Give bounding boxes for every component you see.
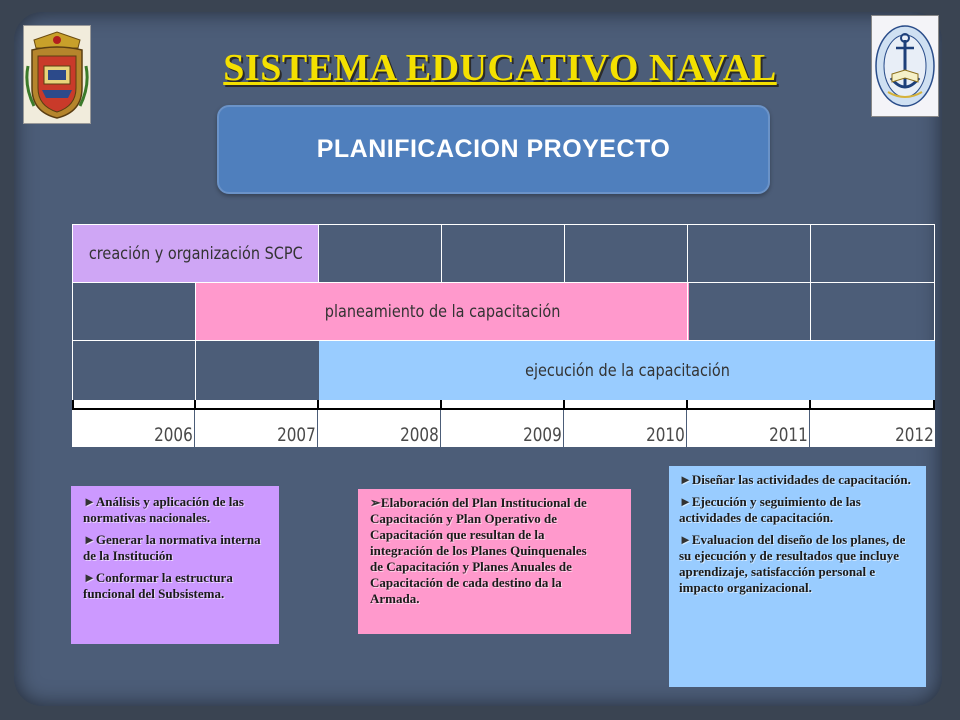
- subtitle-text: PLANIFICACION PROYECTO: [316, 135, 671, 163]
- timeline-years-axis: [72, 400, 935, 447]
- note-item: ►Evaluacion del diseño de los planes, de su ejecución y de resultados que incluye aprendizaje, satisfacción personal e impacto organizacional.: [679, 532, 906, 595]
- year-cell: 2009: [441, 403, 563, 447]
- timeline-bar-label: planeamiento de la capacitación: [324, 301, 561, 322]
- timeline-bar-label: creación y organización SCPC: [89, 243, 303, 264]
- note-item: ►Generar la normativa interna de la Institución: [83, 532, 261, 563]
- note-item: ➢Elaboración del Plan Institucional de Capacitación y Plan Operativo de Capacitación que resultan de la integración de los Planes Quinquenales de Capacitación y Planes Anuales de Capacitación de cada destino da la Armada.: [370, 495, 587, 606]
- timeline-bar-ejecucion: [319, 341, 935, 401]
- main-title: SISTEMA EDUCATIVO NAVAL: [223, 47, 777, 89]
- note-box-planeamiento: [358, 489, 631, 634]
- timeline-bar-label: ejecución de la capacitación: [524, 361, 730, 381]
- note-box-creacion: [71, 486, 279, 644]
- year-cell: 2010: [564, 403, 686, 447]
- year-cell: 2007: [195, 403, 317, 447]
- bullet-arrow-icon: ►: [83, 532, 96, 547]
- bullet-arrow-icon: ►: [83, 494, 96, 509]
- naval-school-crest-logo: [23, 25, 91, 124]
- note-item: ►Análisis y aplicación de las normativas nacionales.: [83, 494, 244, 525]
- bullet-arrow-icon: ►: [679, 472, 692, 487]
- note-item: ►Conformar la estructura funcional del Subsistema.: [83, 570, 233, 601]
- year-cell: 2008: [318, 403, 440, 447]
- bullet-arrow-icon: ►: [679, 494, 692, 509]
- note-box-ejecucion: [669, 466, 926, 687]
- year-cell: 2006: [72, 403, 194, 447]
- bullet-arrow-icon: ►: [679, 532, 692, 547]
- timeline-bar-creacion: [73, 225, 319, 282]
- note-item: ►Diseñar las actividades de capacitación.: [679, 472, 911, 487]
- timeline-bar-planeamiento: [196, 283, 689, 340]
- year-cell: 2012: [810, 403, 935, 447]
- bullet-arrow-icon: ➢: [370, 495, 381, 510]
- year-cell: 2011: [687, 403, 809, 447]
- naval-university-institute-emblem: [871, 15, 939, 117]
- bullet-arrow-icon: ►: [83, 570, 96, 585]
- note-item: ►Ejecución y seguimiento de las actividades de capacitación.: [679, 494, 861, 525]
- subtitle-banner: [217, 105, 770, 194]
